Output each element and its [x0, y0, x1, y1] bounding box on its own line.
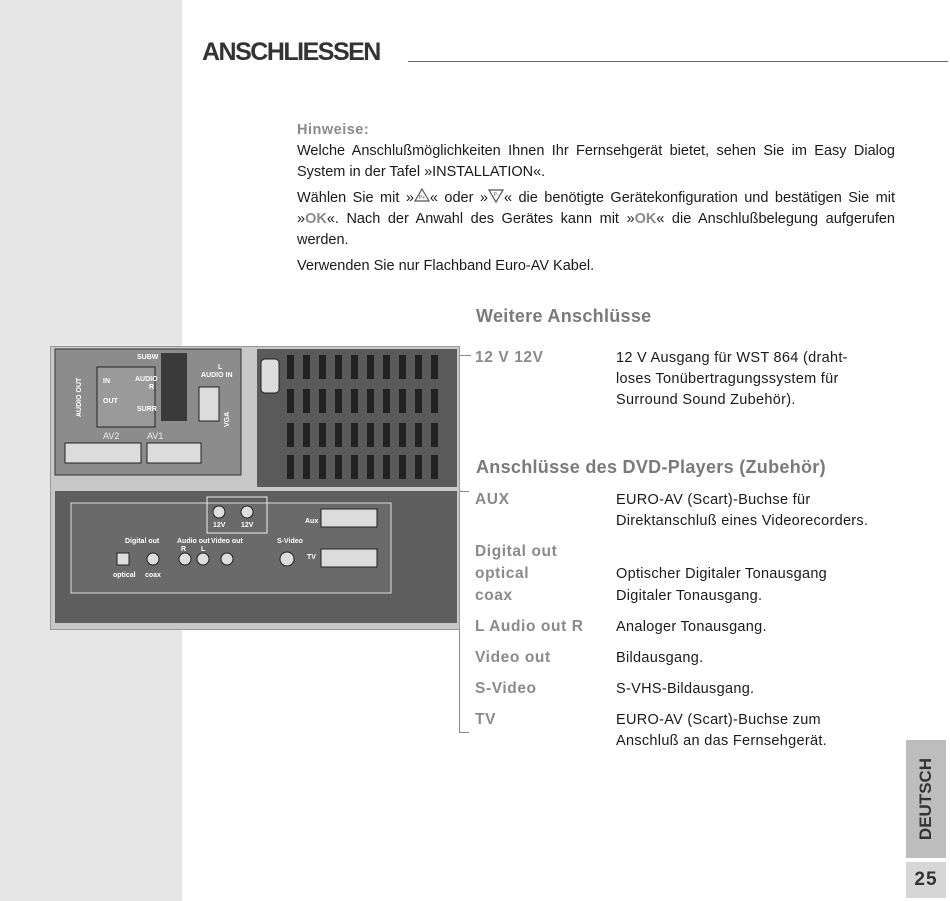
dvd-desc-tv: EURO-AV (Scart)-Buchse zum Anschluß an das Fernsehgerät. [616, 712, 828, 749]
label-coax: coax [145, 572, 161, 579]
label-tv: TV [307, 554, 316, 561]
program-down-icon [488, 188, 504, 204]
notes-p2: Wählen Sie mit » P+ « oder » P- « die benötigte Gerätekonfiguration und bestätigen Sie mit »OK«. Nach der Anwahl des Gerätes kann mit »OK« die Anschlußbelegung aufgerufen werden. [297, 190, 895, 248]
svg-text:P+: P+ [418, 195, 426, 201]
label-av2: AV2 [103, 431, 120, 441]
label-l2: L [201, 546, 206, 553]
label-audio-out-rl: Audio out [177, 538, 210, 545]
label-optical: optical [113, 572, 136, 579]
dvd-desc-coax: Digitaler Tonausgang. [616, 588, 763, 604]
page-title: ANSCHLIESSEN [202, 38, 380, 66]
dvd-term-tv: TV [475, 711, 497, 728]
device-rear-panel-image [50, 346, 460, 630]
connector-line [459, 491, 469, 492]
label-in: IN [103, 378, 110, 385]
ok-key-label: OK [305, 211, 327, 227]
label-audio-in: AUDIO IN [201, 372, 233, 379]
dvd-term-s-video: S-Video [475, 680, 537, 697]
label-av1: AV1 [147, 431, 164, 441]
dvd-term-optical: optical [475, 565, 530, 582]
weitere-title: Weitere Anschlüsse [476, 306, 652, 326]
label-12v-a: 12V [213, 522, 226, 529]
dvd-desc-optical: Optischer Digitaler Tonausgang [616, 566, 828, 582]
label-12v-b: 12V [241, 522, 254, 529]
dvd-term-digital-out: Digital out [475, 543, 558, 560]
label-subw: SUBW [137, 354, 159, 361]
notes-p1: Welche Anschlußmöglichkeiten Ihnen Ihr Fernsehgerät bietet, sehen Sie im Easy Dialog System in der Tafel »INSTALLATION«. [297, 143, 895, 180]
dvd-term-audio-out: L Audio out R [475, 618, 584, 635]
dvd-desc-aux: EURO-AV (Scart)-Buchse für Direktanschluß eines Videorecorders. [616, 492, 869, 529]
language-tab: DEUTSCH [906, 740, 946, 858]
label-audio-out: AUDIO OUT [76, 377, 83, 417]
notes-p3: Verwenden Sie nur Flachband Euro-AV Kabel. [297, 258, 595, 274]
dvd-title: Anschlüsse des DVD-Players (Zubehör) [476, 457, 826, 477]
label-l: L [218, 364, 223, 371]
notes-heading: Hinweise: [297, 122, 370, 138]
label-digital-out: Digital out [125, 538, 160, 545]
dvd-desc-video-out: Bildausgang. [616, 650, 704, 666]
label-aux: Aux [305, 518, 319, 525]
title-rule [408, 61, 948, 62]
ok-key-label: OK [634, 211, 657, 227]
label-video-out: Video out [211, 538, 243, 545]
label-surr: SURR [137, 406, 157, 413]
dvd-term-aux: AUX [475, 491, 510, 508]
dvd-desc-s-video: S-VHS-Bildausgang. [616, 681, 755, 697]
program-up-icon [414, 188, 430, 204]
label-r2: R [181, 546, 187, 553]
notes-section [297, 120, 895, 277]
dvd-term-video-out: Video out [475, 649, 551, 666]
label-out: OUT [103, 398, 118, 405]
connector-line [459, 732, 469, 733]
page-number: 25 [906, 862, 946, 898]
dvd-term-coax: coax [475, 587, 513, 604]
weitere-term: 12 V 12V [475, 349, 544, 366]
label-s-video: S-Video [277, 538, 303, 545]
label-r: R [149, 384, 155, 391]
weitere-desc: 12 V Ausgang für WST 864 (draht- loses Tonübertragungssystem für Surround Sound Zubehör). [616, 350, 848, 408]
svg-text:P-: P- [493, 192, 499, 198]
label-vga: VGA [224, 411, 231, 427]
label-audio: AUDIO [135, 376, 158, 383]
rear-panel-drawing [51, 347, 459, 629]
dvd-desc-audio-out: Analoger Tonausgang. [616, 619, 767, 635]
